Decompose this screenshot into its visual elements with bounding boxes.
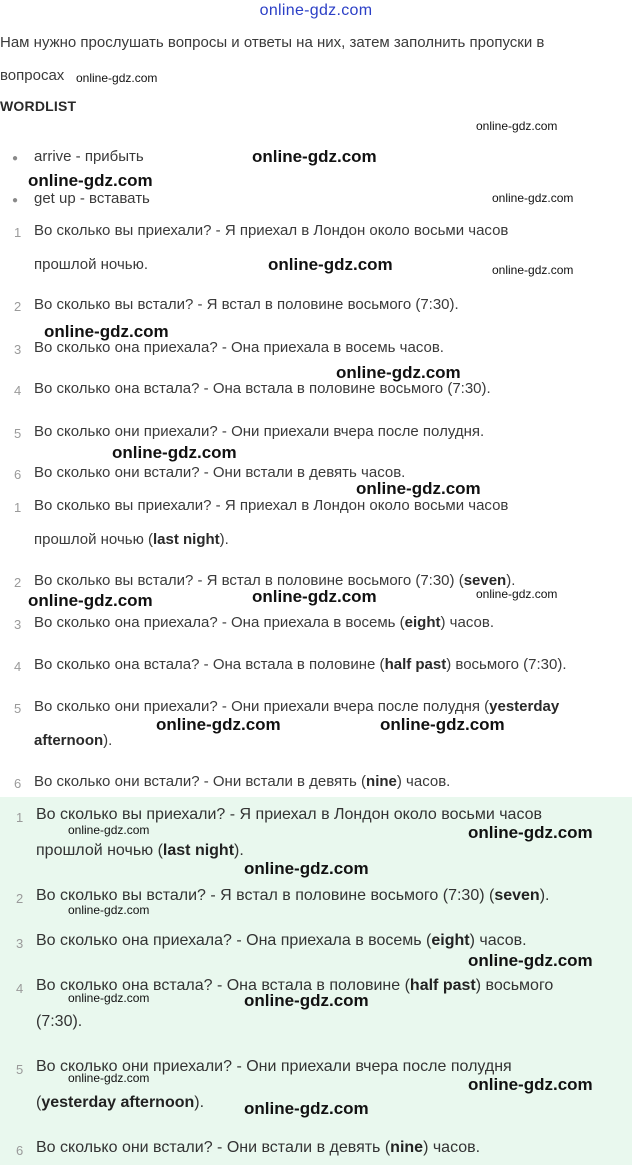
watermark: online-gdz.com — [492, 191, 574, 205]
watermark: online-gdz.com — [336, 363, 461, 382]
item-number: 5 — [16, 1062, 24, 1077]
bullet-icon: ● — [12, 153, 19, 164]
item-number: 5 — [14, 701, 22, 716]
item-number: 4 — [14, 383, 22, 398]
site-header-watermark: online-gdz.com — [259, 2, 373, 19]
answer-line: (7:30). — [36, 1013, 83, 1030]
watermark: online-gdz.com — [44, 322, 169, 341]
watermark: online-gdz.com — [252, 587, 377, 606]
answer-keyword: nine — [366, 773, 397, 790]
watermark: online-gdz.com — [468, 1075, 593, 1094]
watermark: online-gdz.com — [244, 991, 369, 1010]
sentence-line: Во сколько они встали? - Они встали в девять часов. — [34, 464, 406, 481]
answer-keyword: nine — [390, 1139, 424, 1156]
bullet-icon: ● — [12, 195, 19, 206]
answer-keyword: yesterday — [489, 698, 560, 715]
sentence-line: Во сколько вы встали? - Я встал в половине восьмого (7:30) (seven). — [34, 572, 516, 589]
watermark: online-gdz.com — [244, 859, 369, 878]
sentence-line: Во сколько она приехала? - Она приехала в восемь (eight) часов. — [34, 614, 494, 631]
answer-keyword: yesterday afternoon — [41, 1094, 195, 1111]
watermark: online-gdz.com — [468, 823, 593, 842]
item-number: 4 — [16, 981, 24, 996]
sentence-line: прошлой ночью. — [34, 256, 148, 273]
sentence-line: Во сколько они приехали? - Они приехали вчера после полудня. — [34, 423, 485, 440]
watermark: online-gdz.com — [68, 903, 150, 917]
answer-keyword: seven — [494, 887, 540, 904]
watermark: online-gdz.com — [252, 147, 377, 166]
watermark: online-gdz.com — [112, 443, 237, 462]
watermark: online-gdz.com — [380, 715, 505, 734]
watermark: online-gdz.com — [28, 171, 153, 190]
watermark: online-gdz.com — [76, 71, 158, 85]
watermark: online-gdz.com — [68, 1071, 150, 1085]
answer-keyword: eight — [404, 614, 441, 631]
answer-line: Во сколько она встала? - Она встала в половине (half past) восьмого — [36, 977, 554, 994]
intro-line-1: Нам нужно прослушать вопросы и ответы на них, затем заполнить пропуски в — [0, 34, 545, 51]
item-number: 4 — [14, 659, 22, 674]
answer-line: Во сколько они приехали? - Они приехали вчера после полудня — [36, 1058, 512, 1075]
watermark: online-gdz.com — [68, 991, 150, 1005]
answer-line: Во сколько она приехала? - Она приехала в восемь (eight) часов. — [36, 932, 527, 949]
item-number: 3 — [14, 617, 22, 632]
sentence-line: Во сколько она встала? - Она встала в половине восьмого (7:30). — [34, 380, 491, 397]
item-number: 6 — [14, 467, 22, 482]
answer-keyword: afternoon — [34, 732, 104, 749]
answer-keyword: half past — [409, 977, 476, 994]
sentence-line: Во сколько она приехала? - Она приехала в восемь часов. — [34, 339, 444, 356]
sentence-line: Во сколько вы встали? - Я встал в половине восьмого (7:30). — [34, 296, 459, 313]
watermark: online-gdz.com — [28, 591, 153, 610]
item-number: 1 — [14, 225, 22, 240]
watermark: online-gdz.com — [244, 1099, 369, 1118]
answer-line: Во сколько вы приехали? - Я приехал в Лондон около восьми часов — [36, 806, 543, 823]
watermark: online-gdz.com — [356, 479, 481, 498]
item-number: 6 — [14, 776, 22, 791]
answer-line: Во сколько вы встали? - Я встал в половине восьмого (7:30) (seven). — [36, 887, 550, 904]
item-number: 2 — [14, 575, 22, 590]
item-number: 1 — [14, 500, 22, 515]
item-number: 2 — [16, 891, 24, 906]
sentence-line: afternoon). — [34, 732, 113, 749]
sentence-line: прошлой ночью (last night). — [34, 531, 229, 548]
wordlist-item: arrive - прибыть — [34, 148, 144, 165]
sentence-line: Во сколько вы приехали? - Я приехал в Лондон около восьми часов — [34, 497, 509, 514]
watermark: online-gdz.com — [68, 823, 150, 837]
item-number: 6 — [16, 1143, 24, 1158]
answer-line: (yesterday afternoon). — [36, 1094, 205, 1111]
watermark: online-gdz.com — [468, 951, 593, 970]
answer-keyword: seven — [463, 572, 507, 589]
answer-keyword: half past — [384, 656, 447, 673]
sentence-line: Во сколько они встали? - Они встали в девять (nine) часов. — [34, 773, 451, 790]
answer-keyword: eight — [431, 932, 470, 949]
sentence-line: Во сколько она встала? - Она встала в половине (half past) восьмого (7:30). — [34, 656, 567, 673]
watermark: online-gdz.com — [476, 587, 558, 601]
answer-keyword: last night — [162, 842, 235, 859]
watermark: online-gdz.com — [476, 119, 558, 133]
wordlist-item: get up - вставать — [34, 190, 150, 207]
answer-line: прошлой ночью (last night). — [36, 842, 244, 859]
item-number: 3 — [14, 342, 22, 357]
watermark: online-gdz.com — [492, 263, 574, 277]
sentence-line: Во сколько они приехали? - Они приехали вчера после полудня (yesterday — [34, 698, 560, 715]
item-number: 2 — [14, 299, 22, 314]
item-number: 1 — [16, 810, 24, 825]
wordlist-title: WORDLIST — [0, 98, 77, 114]
item-number: 3 — [16, 936, 24, 951]
answer-keyword: last night — [153, 531, 220, 548]
item-number: 5 — [14, 426, 22, 441]
watermark: online-gdz.com — [156, 715, 281, 734]
answer-line: Во сколько они встали? - Они встали в девять (nine) часов. — [36, 1139, 481, 1156]
sentence-line: Во сколько вы приехали? - Я приехал в Лондон около восьми часов — [34, 222, 509, 239]
intro-line-2: вопросах — [0, 67, 65, 84]
watermark: online-gdz.com — [268, 255, 393, 274]
